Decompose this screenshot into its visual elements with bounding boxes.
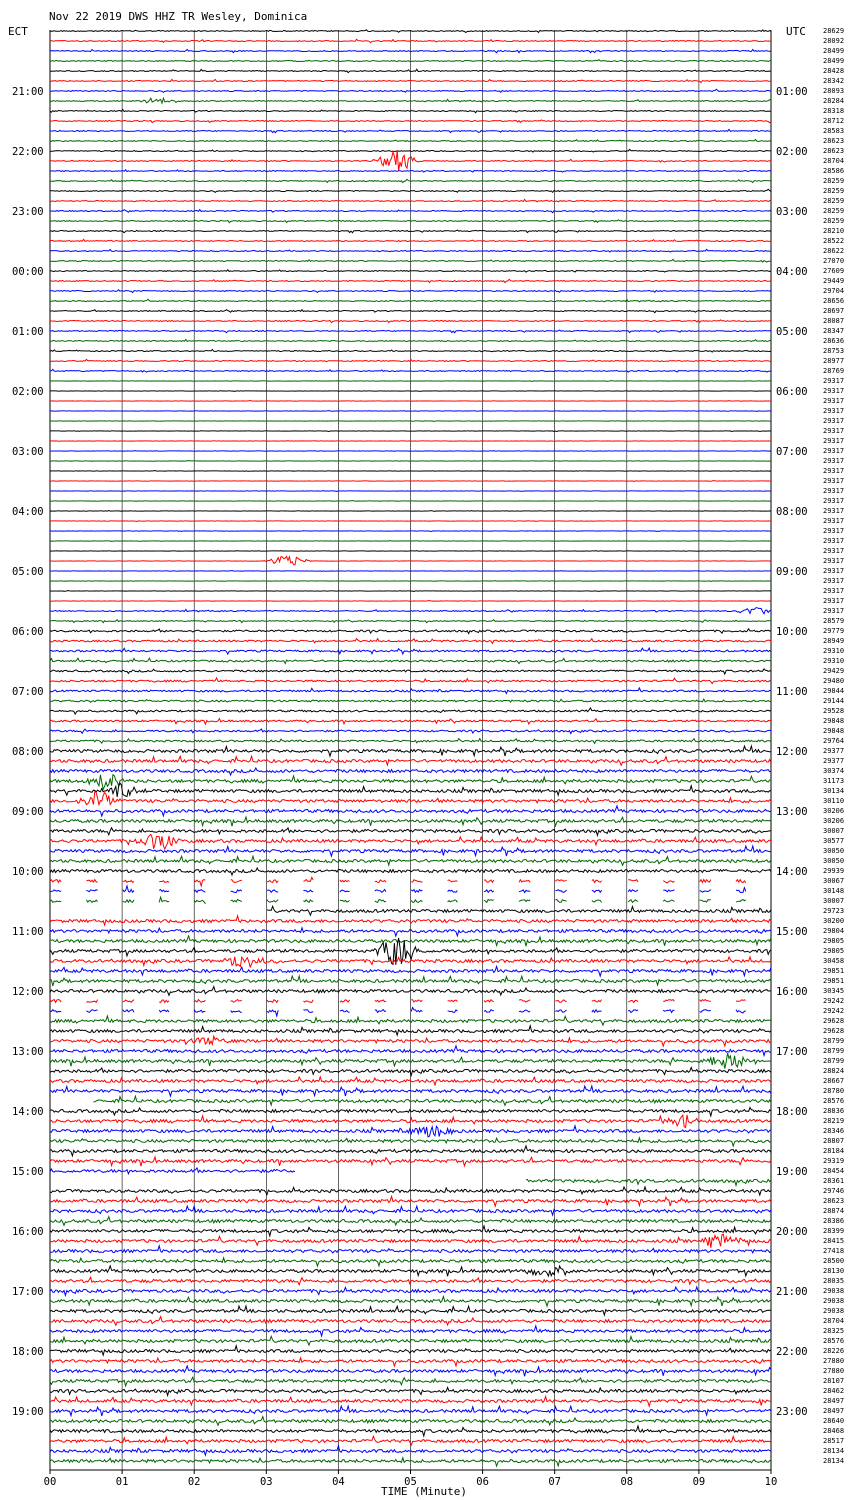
trace-row (50, 551, 771, 552)
trace-row (267, 906, 771, 915)
trace-row (50, 897, 746, 904)
trace-count-label: 29317 (823, 547, 845, 555)
trace-count-label: 31173 (823, 777, 845, 785)
trace-count-label: 29848 (823, 727, 845, 735)
trace-count-label: 28623 (823, 1197, 845, 1205)
trace-row (50, 501, 771, 502)
left-hour-label: 11:00 (12, 926, 44, 938)
trace-count-label: 28399 (823, 1227, 845, 1235)
trace-count-label: 29310 (823, 647, 845, 655)
trace-count-label: 30577 (823, 837, 845, 845)
trace-count-label: 29317 (823, 377, 845, 385)
trace-count-label: 29844 (823, 687, 845, 695)
trace-count-label: 27880 (823, 1367, 845, 1375)
trace-count-label: 29144 (823, 697, 845, 705)
left-hour-label: 13:00 (12, 1046, 44, 1058)
x-tick-label: 09 (692, 1476, 706, 1488)
trace-count-label: 28468 (823, 1427, 845, 1435)
left-hour-label: 06:00 (12, 626, 44, 638)
right-hour-label: 09:00 (776, 566, 808, 578)
x-tick-label: 10 (764, 1476, 778, 1488)
trace-count-label: 29317 (823, 467, 845, 475)
x-tick-label: 05 (404, 1476, 417, 1488)
trace-count-label: 30110 (823, 797, 845, 805)
left-hour-label: 22:00 (12, 146, 44, 158)
trace-count-label: 28361 (823, 1177, 845, 1185)
trace-row (50, 521, 771, 522)
trace-count-label: 30458 (823, 957, 845, 965)
left-hour-label: 04:00 (12, 506, 44, 518)
trace-count-label: 28799 (823, 1047, 845, 1055)
left-hour-label: 00:00 (12, 266, 44, 278)
trace-row (50, 401, 771, 402)
trace-count-label: 29805 (823, 947, 845, 955)
trace-count-label: 29746 (823, 1187, 845, 1195)
trace-row (50, 886, 746, 893)
trace-count-label: 29319 (823, 1157, 845, 1165)
right-hour-label: 16:00 (776, 986, 808, 998)
trace-count-label: 29779 (823, 627, 845, 635)
trace-count-label: 28087 (823, 317, 845, 325)
trace-count-label: 29317 (823, 537, 845, 545)
trace-count-label: 29038 (823, 1287, 845, 1295)
trace-count-label: 29848 (823, 717, 845, 725)
left-hour-label: 08:00 (12, 746, 44, 758)
right-hour-label: 01:00 (776, 86, 808, 98)
left-hour-label: 12:00 (12, 986, 44, 998)
trace-count-label: 28259 (823, 187, 845, 195)
trace-count-label: 29317 (823, 507, 845, 515)
trace-count-label: 29317 (823, 567, 845, 575)
left-hour-labels (12, 86, 44, 1418)
right-hour-label: 22:00 (776, 1346, 808, 1358)
trace-count-label: 28499 (823, 57, 845, 65)
trace-count-label: 29429 (823, 667, 845, 675)
trace-count-label: 28977 (823, 357, 845, 365)
trace-count-label: 28462 (823, 1387, 845, 1395)
right-hour-label: 05:00 (776, 326, 808, 338)
trace-count-label: 29317 (823, 517, 845, 525)
trace-count-label: 28586 (823, 167, 845, 175)
trace-count-label: 29939 (823, 867, 845, 875)
trace-count-label: 28497 (823, 1397, 845, 1405)
trace-count-label: 29628 (823, 1027, 845, 1035)
trace-row (50, 471, 771, 472)
trace-count-label: 28667 (823, 1077, 845, 1085)
right-hour-label: 19:00 (776, 1166, 808, 1178)
left-hour-label: 01:00 (12, 326, 44, 338)
trace-count-label: 28640 (823, 1417, 845, 1425)
left-hour-label: 19:00 (12, 1406, 44, 1418)
x-tick-label: 03 (259, 1476, 273, 1488)
trace-count-label: 29317 (823, 607, 845, 615)
left-hour-label: 07:00 (12, 686, 44, 698)
trace-row (50, 581, 771, 582)
trace-count-label: 29851 (823, 967, 845, 975)
chart-title: Nov 22 2019 DWS HHZ TR Wesley, Dominica (49, 10, 308, 23)
trace-count-label: 28622 (823, 247, 845, 255)
trace-count-label: 28704 (823, 157, 845, 165)
trace-count-label: 28583 (823, 127, 845, 135)
x-tick-label: 04 (332, 1476, 345, 1488)
trace-count-label: 29317 (823, 597, 845, 605)
trace-count-label: 28093 (823, 87, 845, 95)
trace-row (50, 1168, 295, 1174)
trace-count-label: 30374 (823, 767, 845, 775)
trace-row (50, 1000, 746, 1003)
trace-count-label: 29317 (823, 527, 845, 535)
trace-count-label: 29480 (823, 677, 845, 685)
trace-count-label: 28454 (823, 1167, 845, 1175)
trace-row (50, 431, 771, 432)
trace-count-label: 27070 (823, 257, 845, 265)
right-hour-label: 21:00 (776, 1286, 808, 1298)
trace-count-label: 28780 (823, 1087, 845, 1095)
trace-count-label: 29528 (823, 707, 845, 715)
trace-count-label: 28497 (823, 1407, 845, 1415)
trace-count-label: 28517 (823, 1437, 845, 1445)
trace-count-label: 29317 (823, 557, 845, 565)
trace-count-label: 28704 (823, 1317, 845, 1325)
trace-count-label: 30134 (823, 787, 845, 795)
left-hour-label: 03:00 (12, 446, 44, 458)
left-hour-label: 10:00 (12, 866, 44, 878)
trace-count-label: 27609 (823, 267, 845, 275)
left-hour-label: 16:00 (12, 1226, 44, 1238)
trace-row (50, 451, 771, 452)
trace-row (50, 491, 771, 492)
right-hour-label: 11:00 (776, 686, 808, 698)
right-hour-label: 02:00 (776, 146, 808, 158)
right-hour-label: 23:00 (776, 1406, 808, 1418)
trace-count-label: 28499 (823, 47, 845, 55)
x-tick-label: 01 (115, 1476, 129, 1488)
trace-count-label: 29804 (823, 927, 845, 935)
trace-count-label: 28415 (823, 1237, 845, 1245)
trace-count-label: 28623 (823, 147, 845, 155)
trace-count-label: 28318 (823, 107, 845, 115)
trace-count-label: 30007 (823, 897, 845, 905)
trace-count-label: 29628 (823, 1017, 845, 1025)
trace-row (50, 461, 771, 462)
trace-count-label: 27418 (823, 1247, 845, 1255)
trace-count-label: 28092 (823, 37, 845, 45)
trace-count-label: 28342 (823, 77, 845, 85)
trace-count-label: 30206 (823, 817, 845, 825)
x-tick-label: 07 (548, 1476, 562, 1488)
right-timezone-label: UTC (786, 25, 806, 38)
trace-row (50, 481, 771, 482)
right-hour-label: 06:00 (776, 386, 808, 398)
right-hour-label: 03:00 (776, 206, 808, 218)
trace-count-label: 29317 (823, 417, 845, 425)
trace-count-label: 29317 (823, 577, 845, 585)
left-hour-label: 09:00 (12, 806, 44, 818)
left-timezone-label: ECT (8, 25, 28, 38)
trace-count-label: 28656 (823, 297, 845, 305)
trace-row (50, 441, 771, 442)
right-hour-label: 14:00 (776, 866, 808, 878)
left-hour-label: 02:00 (12, 386, 44, 398)
right-hour-label: 18:00 (776, 1106, 808, 1118)
trace-count-label: 28259 (823, 197, 845, 205)
trace-count-labels (823, 27, 844, 1465)
trace-count-label: 28226 (823, 1347, 845, 1355)
trace-count-label: 29317 (823, 587, 845, 595)
trace-count-label: 28579 (823, 617, 845, 625)
trace-count-label: 28130 (823, 1267, 845, 1275)
trace-count-label: 28697 (823, 307, 845, 315)
trace-count-label: 28576 (823, 1337, 845, 1345)
left-hour-label: 18:00 (12, 1346, 44, 1358)
left-hour-label: 21:00 (12, 86, 44, 98)
trace-row (50, 571, 771, 572)
trace-count-label: 28284 (823, 97, 845, 105)
trace-count-label: 28799 (823, 1057, 845, 1065)
trace-count-label: 28836 (823, 1107, 845, 1115)
trace-count-label: 28259 (823, 217, 845, 225)
trace-count-label: 30050 (823, 857, 845, 865)
trace-count-label: 28629 (823, 27, 845, 35)
trace-row (50, 531, 771, 532)
right-hour-label: 08:00 (776, 506, 808, 518)
right-hour-label: 12:00 (776, 746, 808, 758)
right-hour-label: 04:00 (776, 266, 808, 278)
trace-count-label: 28712 (823, 117, 845, 125)
trace-count-label: 29317 (823, 427, 845, 435)
trace-count-label: 29851 (823, 977, 845, 985)
trace-count-label: 28325 (823, 1327, 845, 1335)
x-tick-label: 06 (476, 1476, 489, 1488)
trace-count-label: 29317 (823, 397, 845, 405)
trace-count-label: 30200 (823, 917, 845, 925)
trace-count-label: 28035 (823, 1277, 845, 1285)
trace-count-label: 28500 (823, 1257, 845, 1265)
trace-count-label: 29317 (823, 497, 845, 505)
x-tick-label: 00 (43, 1476, 57, 1488)
trace-count-label: 28753 (823, 347, 845, 355)
trace-count-label: 28949 (823, 637, 845, 645)
trace-count-label: 29317 (823, 477, 845, 485)
trace-count-label: 29377 (823, 757, 845, 765)
trace-count-label: 29242 (823, 1007, 845, 1015)
trace-row (50, 591, 771, 592)
trace-row (50, 877, 746, 886)
trace-count-label: 29317 (823, 457, 845, 465)
trace-row (50, 421, 771, 422)
trace-count-label: 28769 (823, 367, 845, 375)
trace-count-label: 29310 (823, 657, 845, 665)
trace-row (50, 1007, 746, 1016)
trace-count-label: 28346 (823, 1127, 845, 1135)
trace-count-label: 29723 (823, 907, 845, 915)
trace-count-label: 28807 (823, 1137, 845, 1145)
trace-count-label: 29317 (823, 407, 845, 415)
trace-count-label: 28134 (823, 1447, 845, 1455)
trace-count-label: 28219 (823, 1117, 845, 1125)
x-tick-label: 08 (620, 1476, 634, 1488)
trace-row (50, 601, 771, 602)
trace-count-label: 28576 (823, 1097, 845, 1105)
left-hour-label: 05:00 (12, 566, 44, 578)
trace-count-label: 28386 (823, 1217, 845, 1225)
trace-row (50, 541, 771, 542)
trace-count-label: 28347 (823, 327, 845, 335)
trace-count-label: 28184 (823, 1147, 845, 1155)
x-axis-label: TIME (Minute) (380, 1485, 468, 1498)
trace-count-label: 28522 (823, 237, 845, 245)
trace-count-label: 29038 (823, 1297, 845, 1305)
trace-count-label: 28107 (823, 1377, 845, 1385)
trace-count-label: 28428 (823, 67, 845, 75)
left-hour-label: 23:00 (12, 206, 44, 218)
trace-count-label: 29317 (823, 447, 845, 455)
right-hour-label: 17:00 (776, 1046, 808, 1058)
trace-count-label: 30345 (823, 987, 845, 995)
trace-count-label: 30007 (823, 827, 845, 835)
right-hour-label: 07:00 (776, 446, 808, 458)
right-hour-labels (776, 86, 808, 1418)
trace-count-label: 30067 (823, 877, 845, 885)
trace-row (50, 391, 771, 392)
trace-count-label: 28824 (823, 1067, 845, 1075)
left-hour-label: 17:00 (12, 1286, 44, 1298)
trace-count-label: 29764 (823, 737, 845, 745)
x-tick-label: 02 (187, 1476, 201, 1488)
trace-count-label: 29805 (823, 937, 845, 945)
right-hour-label: 13:00 (776, 806, 808, 818)
left-hour-label: 14:00 (12, 1106, 44, 1118)
right-hour-label: 20:00 (776, 1226, 808, 1238)
trace-count-label: 27880 (823, 1357, 845, 1365)
trace-count-label: 29317 (823, 387, 845, 395)
trace-count-label: 28636 (823, 337, 845, 345)
right-hour-label: 10:00 (776, 626, 808, 638)
trace-row (50, 411, 771, 412)
trace-count-label: 28799 (823, 1037, 845, 1045)
trace-row (50, 511, 771, 512)
trace-count-label: 28210 (823, 227, 845, 235)
trace-count-label: 29242 (823, 997, 845, 1005)
trace-count-label: 29377 (823, 747, 845, 755)
trace-row (526, 1179, 771, 1185)
trace-count-label: 29449 (823, 277, 845, 285)
trace-row (93, 1096, 771, 1105)
trace-count-label: 28134 (823, 1457, 845, 1465)
trace-count-label: 29038 (823, 1307, 845, 1315)
trace-count-label: 30206 (823, 807, 845, 815)
trace-count-label: 30050 (823, 847, 845, 855)
trace-count-label: 29317 (823, 487, 845, 495)
trace-count-label: 30148 (823, 887, 845, 895)
left-hour-label: 15:00 (12, 1166, 44, 1178)
trace-count-label: 28623 (823, 137, 845, 145)
trace-row (50, 381, 771, 382)
trace-count-label: 28259 (823, 207, 845, 215)
trace-count-label: 28259 (823, 177, 845, 185)
trace-count-label: 29317 (823, 437, 845, 445)
trace-count-label: 28874 (823, 1207, 845, 1215)
right-hour-label: 15:00 (776, 926, 808, 938)
trace-count-label: 29704 (823, 287, 845, 295)
